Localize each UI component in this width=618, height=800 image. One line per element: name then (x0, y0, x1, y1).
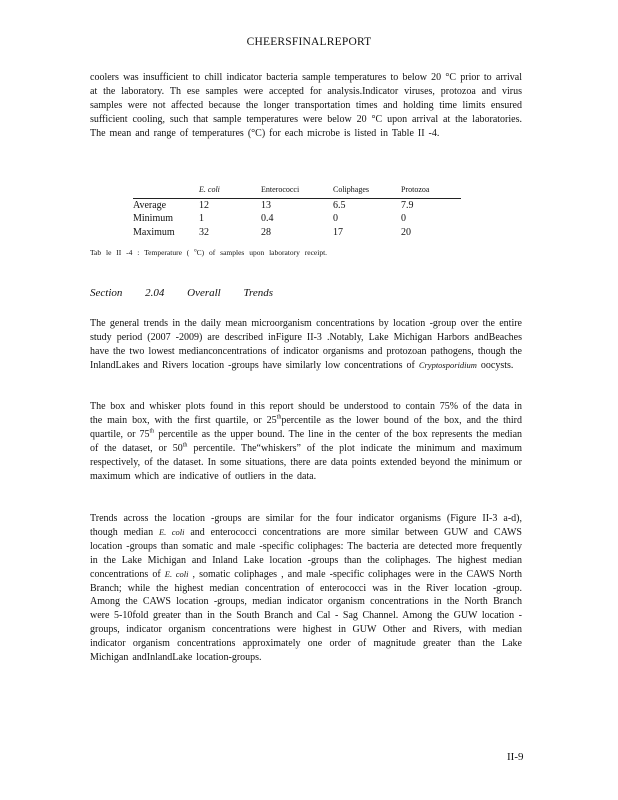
table-cell: 20 (401, 226, 411, 238)
p4-text-c: , somatic coliphages , and male -specific coliphages were in the CAWS North Branch; while the highest median concentration of enterococci was in the River location -group. Among the CAWS location -groups, median indicator organism concentrations in the North Branch were 5-10fold greater than in the South Branch and Cal - Sag Channel. Among the GUW location -groups, indicator organism concentrations were highest in GUW Other and Rivers, with median indicator organism concentrations approximately one order of magnitude greater than the Lake Michigan andInlandLake location-groups. (90, 568, 522, 664)
p4-italic-ecoli-2: E. coli (164, 568, 189, 579)
paragraph-general-trends (90, 317, 522, 373)
p3-sup-3: th (182, 442, 188, 449)
table-caption (90, 248, 420, 257)
caption-prefix: Tab le II -4 : Temperature ( (90, 248, 195, 257)
table-cell: 13 (261, 199, 271, 211)
p4-text-a: Trends across the location -groups are similar for the four indicator organisms (Figure II-3 a-d), though median (90, 513, 522, 538)
paragraph-cooling: coolers was insufficient to chill indicator bacteria sample temperatures to below 20 °C prior to arrival at the laboratory. Th ese samples were accepted for analysis.Indicator viruses, protozoa and virus samples were not affected because the longer transportation times and holding time limits ensured sufficient cooling, such that sample temperatures were below 20 °C upon arrival at the laboratories. The mean and range of temperatures (°C) for each microbe is listed in Table II -4. (90, 72, 522, 139)
temperature-table (133, 183, 461, 239)
table-cell: 0 (333, 213, 338, 225)
table-cell: 17 (333, 226, 343, 238)
table-cell: 0.4 (261, 213, 274, 225)
table-cell: 7.9 (401, 199, 414, 211)
p4-text-b: and enterococci concentrations are more similar between GUW and CAWS location -groups than somatic and male -specific coliphages: The bacteria are detected more frequently in the Lake Michigan and Inland Lake location -groups than the coliphages. The highest median concentrations of (90, 526, 522, 580)
paragraph-box-whisker (90, 400, 522, 483)
section-heading: Section 2.04 Overall Trends (90, 287, 274, 299)
page-number: II-9 (507, 751, 524, 763)
table-header-blank (133, 183, 199, 198)
caption-degree: o (194, 248, 197, 254)
p3-sup-2: th (149, 428, 155, 435)
p3-text-d: percentile. The“whiskers” of the plot indicate the minimum and maximum respectively, of the dataset. In some situations, there are data points extended beyond the minimum or maximum which are indicative of outliers in the data. (90, 442, 522, 482)
p2-text-b: oocysts. (476, 359, 514, 371)
report-header: CHEERSFINALREPORT (246, 36, 372, 48)
table-cell: 6.5 (333, 199, 346, 211)
table-row (133, 226, 461, 240)
table-row (133, 212, 461, 226)
table-cell: Maximum (133, 226, 175, 238)
table-cell: 12 (199, 199, 209, 211)
p3-sup-1: th (276, 414, 282, 421)
p2-text-a: The general trends in the daily mean microorganism concentrations by location -group over the entire study period (2007 -2009) are described inFigure II-3 .Notably, Lake Michigan Harbors andBeaches have the two lowest medianconcentrations of indicator organisms and protozoan pathogens, though the InlandLakes and Rivers location -groups have similarly low concentrations of (90, 318, 522, 371)
table-cell: Minimum (133, 213, 174, 225)
table-cell: 1 (199, 213, 204, 225)
p3-text-b: percentile as the lower bound of the box, and the third quartile, or 75 (90, 414, 523, 440)
p4-italic-ecoli-1: E. coli (158, 526, 185, 537)
p2-italic-cryptosporidium: Cryptosporidium (418, 359, 477, 370)
p3-text-c: percentile as the upper bound. The line in the center of the box represents the median of the dataset, or 50 (90, 428, 523, 454)
table-row (133, 198, 461, 212)
table-header-row (133, 183, 461, 198)
caption-suffix: C) of samples upon laboratory receipt. (196, 248, 328, 257)
p3-text-a: The box and whisker plots found in this report should be understood to contain 75% of the data in the main box, with the first quartile, or 25 (90, 401, 522, 426)
table-header-protozoa: Protozoa (401, 183, 461, 198)
table-cell: Average (133, 199, 167, 211)
table-cell: 0 (401, 213, 406, 225)
table-header-enterococci: Enterococci (261, 183, 333, 198)
table-header-ecoli: E. coli (199, 183, 261, 198)
table-cell: 32 (199, 226, 209, 238)
table-cell: 28 (261, 226, 271, 238)
table-header-coliphages: Coliphages (333, 183, 401, 198)
paragraph-location-trends (90, 512, 522, 665)
